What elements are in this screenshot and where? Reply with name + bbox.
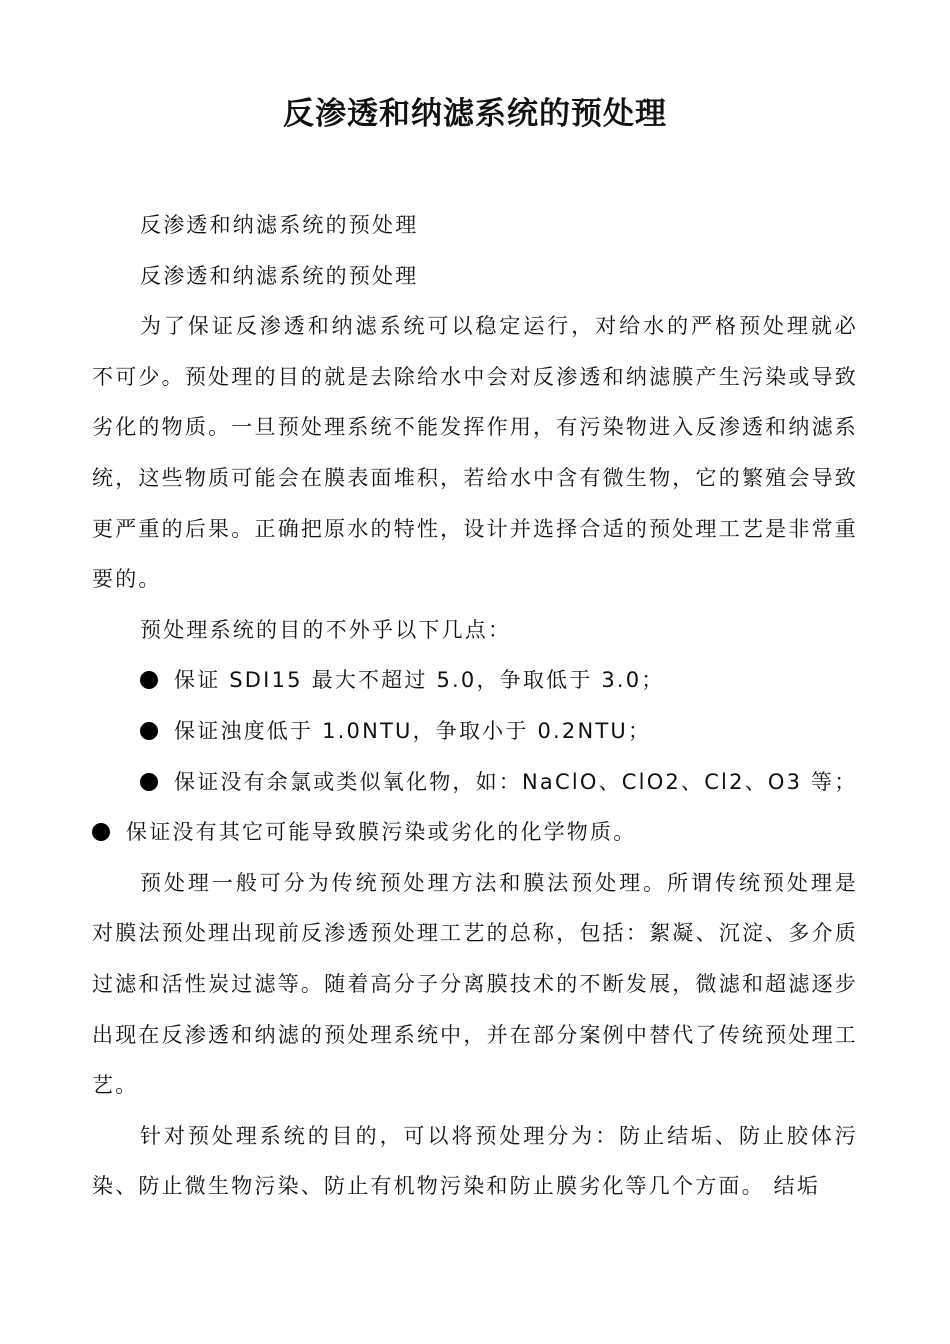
bullet-text: 保证 SDI15 最大不超过 5.0，争取低于 3.0； [174,668,665,693]
bullet-text: 保证没有余氯或类似氧化物，如：NaClO、ClO2、Cl2、O3 等； [174,769,858,794]
bullet-item [92,706,858,757]
bullet-dot-icon [92,823,110,841]
paragraph-purpose-lead: 预处理系统的目的不外乎以下几点： [140,617,512,642]
document-title: 反渗透和纳滤系统的预处理 [283,96,667,132]
document-body [92,200,858,1212]
paragraph-categories: 针对预处理系统的目的，可以将预处理分为：防止结垢、防止胶体污染、防止微生物污染、防止有机物污染和防止膜劣化等几个方面。 结垢 [92,1123,858,1199]
bullet-dot-icon [140,722,158,740]
bullet-dot-icon [140,773,158,791]
paragraph-methods: 预处理一般可分为传统预处理方法和膜法预处理。所谓传统预处理是对膜法预处理出现前反渗透预处理工艺的总称，包括：絮凝、沉淀、多介质过滤和活性炭过滤等。随着高分子分离膜技术的不断发展，微滤和超滤逐步出现在反渗透和纳滤的预处理系统中，并在部分案例中替代了传统预处理工艺。 [92,870,858,1098]
bullet-item [92,757,858,808]
bullet-text: 保证没有其它可能导致膜污染或劣化的化学物质。 [126,820,637,845]
paragraph-subtitle-2: 反渗透和纳滤系统的预处理 [140,263,419,288]
bullet-dot-icon [140,671,158,689]
bullet-item [92,655,858,706]
bullet-item [92,807,858,858]
paragraph-subtitle-1: 反渗透和纳滤系统的预处理 [140,213,419,237]
paragraph-intro: 为了保证反渗透和纳滤系统可以稳定运行，对给水的严格预处理就必不可少。预处理的目的就是去除给水中会对反渗透和纳滤膜产生污染或导致劣化的物质。一旦预处理系统不能发挥作用，有污染物进入反渗透和纳滤系统，这些物质可能会在膜表面堆积，若给水中含有微生物，它的繁殖会导致更严重的后果。正确把原水的特性，设计并选择合适的预处理工艺是非常重要的。 [92,314,858,592]
bullet-text: 保证浊度低于 1.0NTU，争取小于 0.2NTU； [174,718,652,743]
